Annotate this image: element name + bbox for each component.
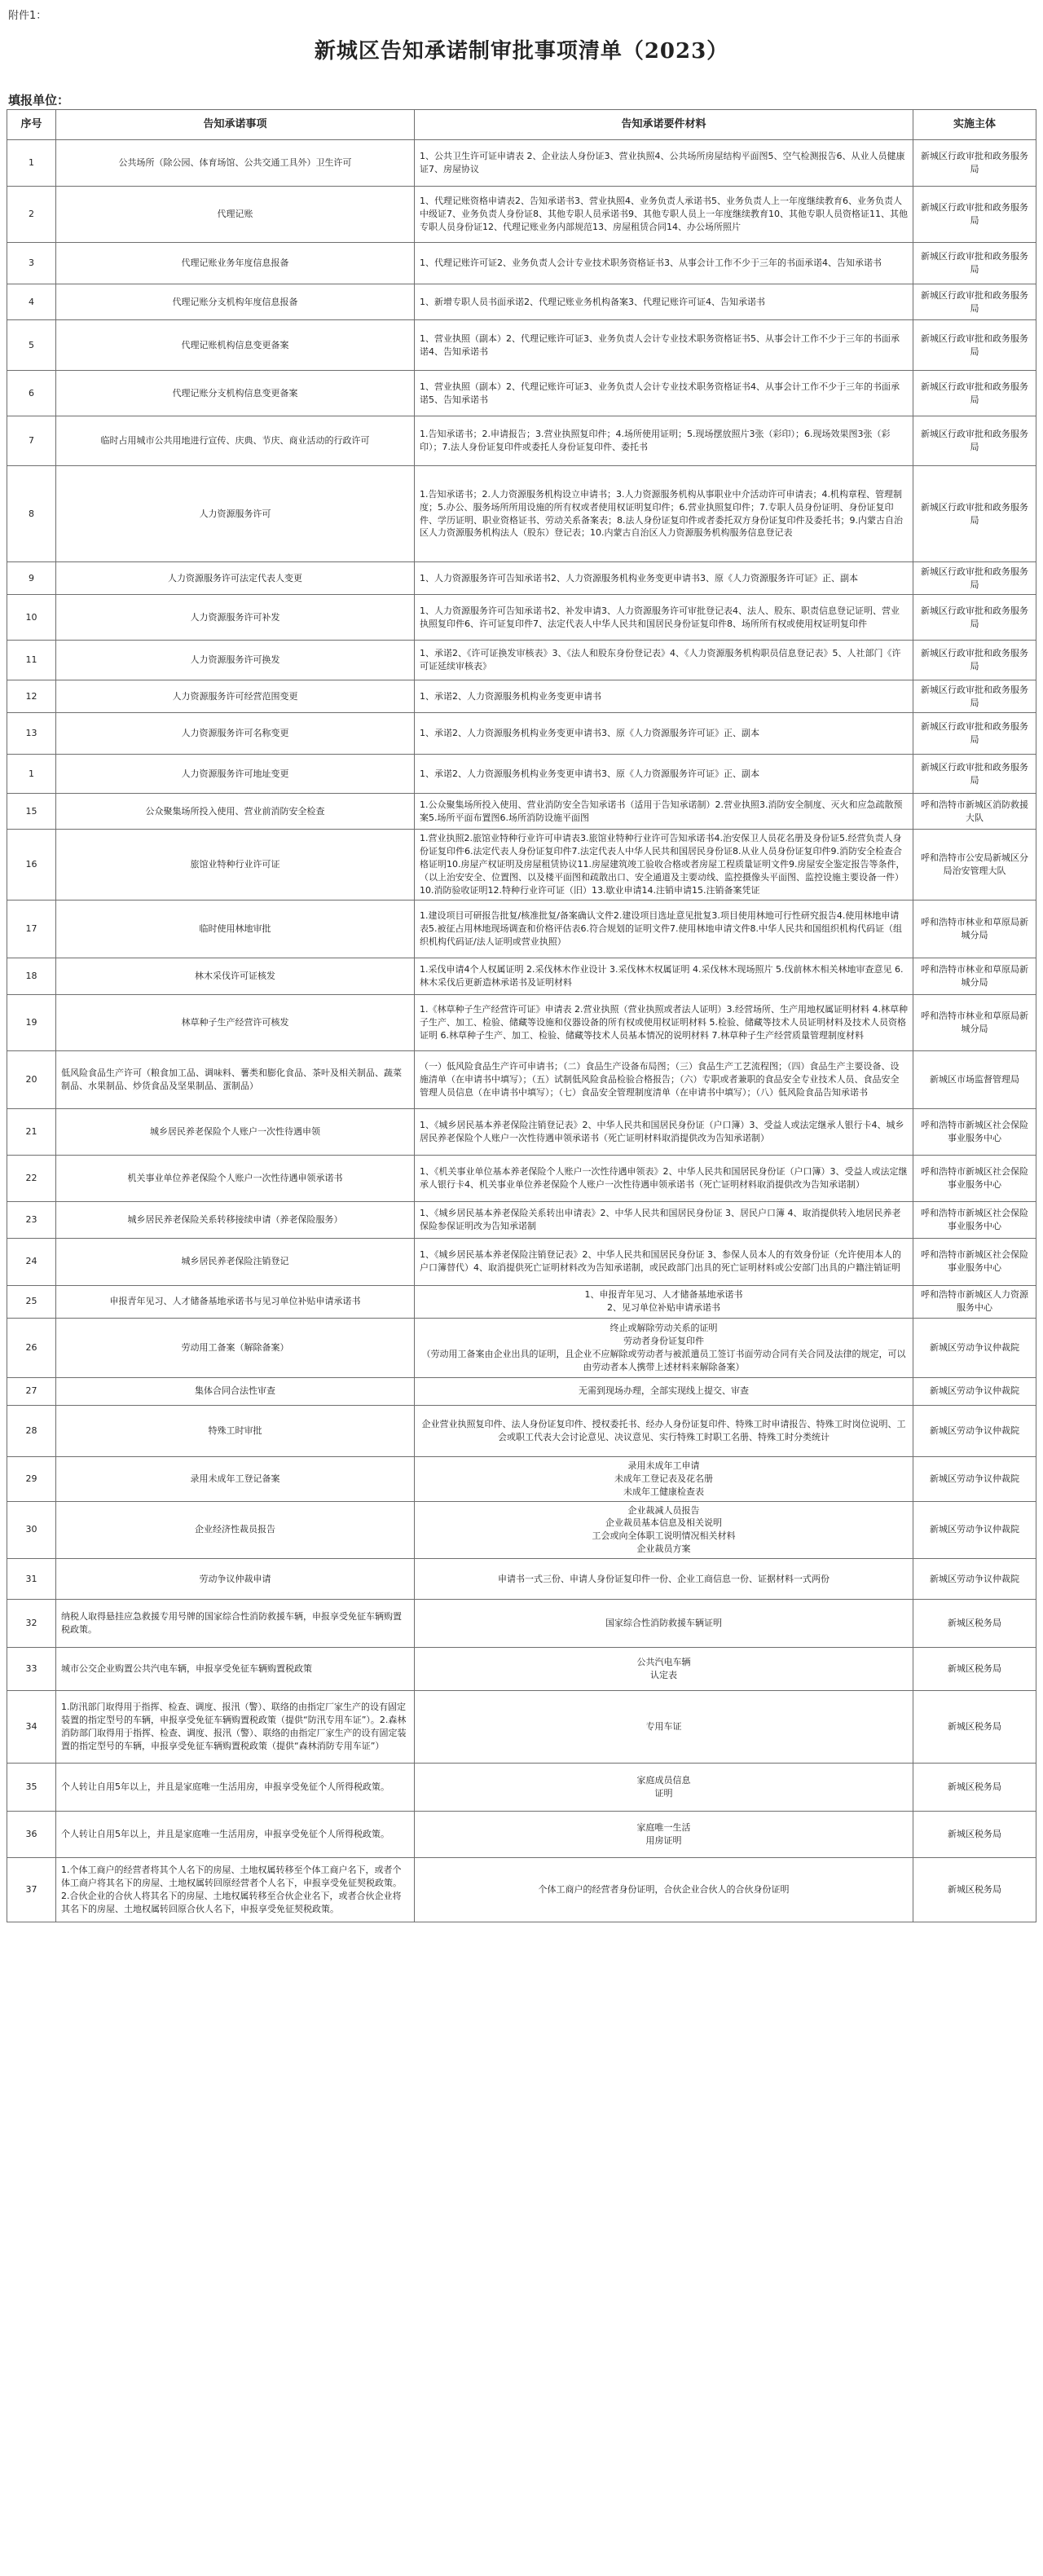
row-materials: 1、承诺2、《许可证换发审核表》3、《法人和股东身份登记表》4、《人力资源服务机构职员信息登记表》5、人社部门《许可证延续审核表》: [415, 641, 913, 680]
table-row: [7, 1501, 1036, 1559]
materials-line: 1、申报青年见习、人才储备基地承诺书: [584, 1289, 743, 1301]
table-header-row: [7, 110, 1036, 140]
row-number: 24: [7, 1238, 56, 1285]
table-row: [7, 243, 1036, 284]
table-row: [7, 755, 1036, 794]
reporting-unit-label: 填报单位：: [8, 93, 70, 108]
materials-line: 未成年工健康检查表: [623, 1486, 704, 1497]
row-number: 19: [7, 994, 56, 1050]
materials-line: 企业裁减人员报告: [627, 1504, 700, 1516]
row-item: 集体合同合法性审查: [56, 1377, 415, 1405]
row-number: 26: [7, 1318, 56, 1377]
row-number: 25: [7, 1285, 56, 1318]
row-item: 代理记账分支机构信息变更备案: [56, 371, 415, 416]
materials-line: 终止或解除劳动关系的证明: [610, 1322, 718, 1333]
row-materials: 1、新增专职人员书面承诺2、代理记账业务机构备案3、代理记账许可证4、告知承诺书: [415, 284, 913, 320]
table-row: [7, 1155, 1036, 1201]
row-materials: 1、承诺2、人力资源服务机构业务变更申请书3、原《人力资源服务许可证》正、副本: [415, 713, 913, 755]
row-materials: 1、人力资源服务许可告知承诺书2、人力资源服务机构业务变更申请书3、原《人力资源服务许可证》正、副本: [415, 562, 913, 595]
row-item: 纳税人取得悬挂应急救援专用号牌的国家综合性消防救援车辆，申报享受免征车辆购置税政策。: [56, 1600, 415, 1648]
row-item: 1.防汛部门取得用于指挥、检查、调度、报汛（警）、联络的由指定厂家生产的设有固定装置的指定型号的车辆，申报享受免征车辆购置税政策（提供“防汛专用车证”）。2.森林消防部门取得用于指挥、检查、调度、报汛（警）、联络的由指定厂家生产的设有固定装置的指定型号的车辆，申报享受免征车辆购置税政策（提供“森林消防专用车证”）: [56, 1691, 415, 1764]
row-materials: [415, 1648, 913, 1691]
approval-items-table: [7, 109, 1036, 1922]
row-materials: 1、《城乡居民基本养老保险关系转出申请表》2、中华人民共和国居民身份证 3、居民户口簿 4、取消提供转入地居民养老保险参保证明改为告知承诺制: [415, 1201, 913, 1238]
row-item: 公共场所（除公园、体育场馆、公共交通工具外）卫生许可: [56, 140, 415, 187]
row-materials: 1.《林草种子生产经营许可证》申请表 2.营业执照（营业执照或者法人证明）3.经营场所、生产用地权属证明材料 4.林草种子生产、加工、检验、储藏等设施和仪器设备的所有权或使用权证明材料 5.检验、储藏等技术人员证明材料及技术人员资格证明 6.林草种子生产、加工、检验、储藏等技术人员基本情况的说明材料 7.林草种子生产经营质量管理制度材料: [415, 994, 913, 1050]
row-number: 37: [7, 1858, 56, 1922]
row-item: 临时使用林地审批: [56, 900, 415, 958]
row-implementing-body: 新城区劳动争议仲裁院: [913, 1501, 1036, 1559]
table-row: [7, 284, 1036, 320]
table-row: [7, 713, 1036, 755]
annex-label: 附件1：: [8, 10, 47, 22]
table-row: [7, 900, 1036, 958]
row-materials: [415, 1559, 913, 1600]
row-implementing-body: 新城区劳动争议仲裁院: [913, 1456, 1036, 1501]
row-materials: [415, 1285, 913, 1318]
row-materials: 1.建设项目可研报告批复/核准批复/备案确认文件2.建设项目选址意见批复3.项目使用林地可行性研究报告4.使用林地申请表5.被征占用林地现场调查和价格评估表6.符合规划的证明文件7.使用林地申请文件8.中华人民共和国组织机构代码证（组织机构代码证/法人证明或营业执照）: [415, 900, 913, 958]
row-number: 21: [7, 1108, 56, 1155]
page-title: 新城区告知承诺制审批事项清单（2023）: [314, 39, 729, 64]
row-implementing-body: 新城区行政审批和政务服务局: [913, 713, 1036, 755]
row-item: 临时占用城市公共用地进行宣传、庆典、节庆、商业活动的行政许可: [56, 416, 415, 466]
row-materials: 1、《城乡居民基本养老保险注销登记表》2、中华人民共和国居民身份证 3、参保人员本人的有效身份证（允许使用本人的户口簿替代）4、取消提供死亡证明材料改为告知承诺制，或民政部门出具的死亡证明材料或公安部门出具的户籍注销证明: [415, 1238, 913, 1285]
row-materials: 1.告知承诺书；2.人力资源服务机构设立申请书；3.人力资源服务机构从事职业中介活动许可申请表；4.机构章程、管理制度；5.办公、服务场所所用设施的所有权或者使用权证明复印件；6.营业执照复印件；7.专职人员身份证明、身份证复印件、学历证明、职业资格证书、劳动关系备案表；8.法人身份证复印件或者委托双方身份证复印件及委托书；9.内蒙古自治区人力资源服务机构法人（股东）登记表；10.内蒙古自治区人力资源服务机构服务信息登记表: [415, 466, 913, 562]
materials-line: （劳动用工备案由企业出具的证明，且企业不应解除或劳动者与被派遣员工签订书面劳动合同有关合同及法律的规定，可以由劳动者本人携带上述材料来解除备案）: [421, 1348, 906, 1372]
table-row: [7, 1764, 1036, 1812]
materials-line: 国家综合性消防救援车辆证明: [605, 1618, 722, 1629]
table-row: [7, 1858, 1036, 1922]
row-implementing-body: 新城区税务局: [913, 1691, 1036, 1764]
row-implementing-body: 新城区税务局: [913, 1600, 1036, 1648]
row-implementing-body: 新城区行政审批和政务服务局: [913, 243, 1036, 284]
materials-line: 企业裁员基本信息及相关说明: [605, 1517, 722, 1529]
row-implementing-body: 呼和浩特市新城区社会保险事业服务中心: [913, 1155, 1036, 1201]
row-implementing-body: 新城区行政审批和政务服务局: [913, 284, 1036, 320]
row-item: 人力资源服务许可法定代表人变更: [56, 562, 415, 595]
row-item: 企业经济性裁员报告: [56, 1501, 415, 1559]
table-row: [7, 958, 1036, 994]
materials-line: 未成年工登记表及花名册: [614, 1473, 713, 1484]
row-implementing-body: 新城区劳动争议仲裁院: [913, 1377, 1036, 1405]
row-number: 13: [7, 713, 56, 755]
row-number: 20: [7, 1050, 56, 1108]
materials-line: 申请书一式三份、申请人身份证复印件一份、企业工商信息一份、证据材料一式两份: [498, 1573, 830, 1584]
row-implementing-body: 呼和浩特市林业和草原局新城分局: [913, 900, 1036, 958]
table-row: [7, 994, 1036, 1050]
row-implementing-body: 新城区行政审批和政务服务局: [913, 416, 1036, 466]
row-materials: [415, 1318, 913, 1377]
row-number: 23: [7, 1201, 56, 1238]
table-row: [7, 1108, 1036, 1155]
materials-line: 工会或向全体职工说明情况相关材料: [592, 1530, 736, 1542]
row-materials: 1.营业执照2.旅馆业特种行业许可申请表3.旅馆业特种行业许可告知承诺书4.治安保卫人员花名册及身份证5.经营负责人身份证复印件6.法定代表人身份证复印件7.法定代表人中华人民共和国居民身份证8.从业人员身份证复印件9.消防安全检查合格证明10.房屋产权证明及房屋租赁协议11.房屋建筑竣工验收合格或者房屋工程质量证明文件9.房屋安全鉴定报告等条件，（以上治安安全、位置图、以及楼平面图和疏散出口、安全通道及主要动线、监控摄像头平面图、监控设施主要设备一件）10.消防验收证明12.特种行业许可证（旧）13.歇业申请14.注销申请15.注销备案凭证: [415, 830, 913, 900]
row-implementing-body: 呼和浩特市林业和草原局新城分局: [913, 994, 1036, 1050]
materials-line: 企业裁员方案: [636, 1543, 691, 1555]
row-implementing-body: 呼和浩特市新城区消防救援大队: [913, 794, 1036, 830]
row-materials: [415, 1600, 913, 1648]
row-materials: 1、《机关事业单位基本养老保险个人账户一次性待遇申领表》2、中华人民共和国居民身份证（户口簿）3、受益人或法定继承人银行卡4、机关事业单位养老保险个人账户一次性待遇申领承诺书（死亡证明材料取消提供改为告知承诺制）: [415, 1155, 913, 1201]
row-number: 3: [7, 243, 56, 284]
table-row: [7, 1648, 1036, 1691]
table-row: [7, 1050, 1036, 1108]
row-number: 27: [7, 1377, 56, 1405]
row-item: 公众聚集场所投入使用、营业前消防安全检查: [56, 794, 415, 830]
row-number: 4: [7, 284, 56, 320]
row-number: 35: [7, 1764, 56, 1812]
row-item: 劳动用工备案（解除备案）: [56, 1318, 415, 1377]
row-implementing-body: 新城区劳动争议仲裁院: [913, 1318, 1036, 1377]
row-item: 个人转让自用5年以上，并且是家庭唯一生活用房，申报享受免征个人所得税政策。: [56, 1812, 415, 1858]
materials-line: 公共汽电车辆: [636, 1657, 691, 1668]
row-number: 32: [7, 1600, 56, 1648]
row-item: 个人转让自用5年以上，并且是家庭唯一生活用房，申报享受免征个人所得税政策。: [56, 1764, 415, 1812]
row-materials: 1.采伐申请4个人权属证明 2.采伐林木作业设计 3.采伐林木权属证明 4.采伐林木现场照片 5.伐前林木相关林地审查意见 6.林木采伐后更新造林承诺书及证明材料: [415, 958, 913, 994]
row-number: 33: [7, 1648, 56, 1691]
table-row: [7, 416, 1036, 466]
row-number: 5: [7, 320, 56, 371]
materials-line: 专用车证: [645, 1721, 682, 1733]
materials-line: 家庭唯一生活: [636, 1822, 691, 1834]
row-materials: [415, 1456, 913, 1501]
row-number: 1: [7, 755, 56, 794]
row-number: 16: [7, 830, 56, 900]
row-number: 34: [7, 1691, 56, 1764]
row-item: 代理记账机构信息变更备案: [56, 320, 415, 371]
row-item: 人力资源服务许可地址变更: [56, 755, 415, 794]
row-number: 9: [7, 562, 56, 595]
row-materials: [415, 1764, 913, 1812]
materials-line: 2、见习单位补贴申请承诺书: [607, 1302, 720, 1314]
row-implementing-body: 新城区行政审批和政务服务局: [913, 466, 1036, 562]
table-row: [7, 1691, 1036, 1764]
materials-line: 无需到现场办理，全部实现线上提交、审查: [579, 1385, 749, 1397]
row-materials: [415, 1501, 913, 1559]
row-number: 15: [7, 794, 56, 830]
row-item: 旅馆业特种行业许可证: [56, 830, 415, 900]
row-implementing-body: 新城区税务局: [913, 1858, 1036, 1922]
row-materials: 1、代理记账许可证2、业务负责人会计专业技术职务资格证书3、从事会计工作不少于三年的书面承诺4、告知承诺书: [415, 243, 913, 284]
row-item: 代理记账分支机构年度信息报备: [56, 284, 415, 320]
row-implementing-body: 新城区税务局: [913, 1648, 1036, 1691]
table-row: [7, 1238, 1036, 1285]
table-row: [7, 641, 1036, 680]
row-materials: 1.公众聚集场所投入使用、营业消防安全告知承诺书（适用于告知承诺制）2.营业执照3.消防安全制度、灭火和应急疏散预案5.场所平面布置图6.场所消防设施平面图: [415, 794, 913, 830]
header-body: 实施主体: [913, 110, 1036, 140]
row-implementing-body: 新城区行政审批和政务服务局: [913, 320, 1036, 371]
header-no: 序号: [7, 110, 56, 140]
row-number: 18: [7, 958, 56, 994]
row-number: 22: [7, 1155, 56, 1201]
table-row: [7, 1201, 1036, 1238]
row-materials: [415, 1858, 913, 1922]
table-row: [7, 562, 1036, 595]
row-number: 10: [7, 595, 56, 641]
table-row: [7, 320, 1036, 371]
row-item: 低风险食品生产许可（粮食加工品、调味料、薯类和膨化食品、茶叶及相关制品、蔬菜制品、水果制品、炒货食品及坚果制品、蛋制品）: [56, 1050, 415, 1108]
row-item: 人力资源服务许可补发: [56, 595, 415, 641]
row-materials: 1、代理记账资格申请表2、告知承诺书3、营业执照4、业务负责人承诺书5、业务负责人上一年度继续教育6、业务负责人中级证7、业务负责人身份证8、其他专职人员承诺书9、其他专职人员上一年度继续教育10、其他专职人员资格证11、其他专职人员身份证12、代理记账业务内部规范13、房屋租赁合同14、办公场所照片: [415, 187, 913, 243]
row-item: 劳动争议仲裁申请: [56, 1559, 415, 1600]
row-materials: 1、营业执照（副本）2、代理记账许可证3、业务负责人会计专业技术职务资格证书5、从事会计工作不少于三年的书面承诺4、告知承诺书: [415, 320, 913, 371]
row-item: 人力资源服务许可经营范围变更: [56, 680, 415, 713]
row-item: 特殊工时审批: [56, 1405, 415, 1456]
materials-line: 个体工商户的经营者身份证明，合伙企业合伙人的合伙身份证明: [538, 1884, 790, 1896]
row-number: 6: [7, 371, 56, 416]
materials-line: 证明: [654, 1788, 673, 1799]
table-row: [7, 595, 1036, 641]
row-materials: 1、公共卫生许可证申请表 2、企业法人身份证3、营业执照4、公共场所房屋结构平面图5、空气检测报告6、从业人员健康证7、房屋协议: [415, 140, 913, 187]
row-materials: 1、营业执照（副本）2、代理记账许可证3、业务负责人会计专业技术职务资格证书4、从事会计工作不少于三年的书面承诺5、告知承诺书: [415, 371, 913, 416]
row-implementing-body: 新城区劳动争议仲裁院: [913, 1559, 1036, 1600]
row-number: 11: [7, 641, 56, 680]
row-implementing-body: 新城区行政审批和政务服务局: [913, 595, 1036, 641]
row-number: 7: [7, 416, 56, 466]
materials-line: 认定表: [650, 1670, 677, 1681]
row-implementing-body: 新城区行政审批和政务服务局: [913, 680, 1036, 713]
row-number: 2: [7, 187, 56, 243]
row-implementing-body: 新城区税务局: [913, 1812, 1036, 1858]
row-implementing-body: 呼和浩特市林业和草原局新城分局: [913, 958, 1036, 994]
row-item: 城乡居民养老保险个人账户一次性待遇申领: [56, 1108, 415, 1155]
row-item: 1.个体工商户的经营者将其个人名下的房屋、土地权属转移至个体工商户名下，或者个体工商户将其名下的房屋、土地权属转回原经营者个人名下，申报享受免征契税政策。2.合伙企业的合伙人将其名下的房屋、土地权属转移至合伙企业名下，或者合伙企业将其名下的房屋、土地权属转回原合伙人名下，申报享受免征契税政策。: [56, 1858, 415, 1922]
table-row: [7, 830, 1036, 900]
row-number: 36: [7, 1812, 56, 1858]
row-number: 8: [7, 466, 56, 562]
row-materials: （一）低风险食品生产许可申请书；（二）食品生产设备布局图；（三）食品生产工艺流程图；（四）食品生产主要设备、设施清单（在申请书中填写）；（五）试制低风险食品检验合格报告；（六）专职或者兼职的食品安全专业技术人员、食品安全管理人员信息（在申请书中填写）；（七）食品安全管理制度清单（在申请书中填写）；（八）低风险食品告知承诺书: [415, 1050, 913, 1108]
row-implementing-body: 新城区行政审批和政务服务局: [913, 187, 1036, 243]
row-number: 30: [7, 1501, 56, 1559]
table-row: [7, 140, 1036, 187]
row-materials: [415, 1405, 913, 1456]
table-row: [7, 1377, 1036, 1405]
row-item: 林草种子生产经营许可核发: [56, 994, 415, 1050]
row-number: 28: [7, 1405, 56, 1456]
row-number: 29: [7, 1456, 56, 1501]
row-materials: 1、人力资源服务许可告知承诺书2、补发申请3、人力资源服务许可审批登记表4、法人、股东、职责信息登记证明、营业执照复印件6、许可证复印件7、法定代表人中华人民共和国居民身份证复印件8、场所所有权或使用权证明复印件: [415, 595, 913, 641]
table-body: [7, 140, 1036, 1922]
row-implementing-body: 新城区行政审批和政务服务局: [913, 140, 1036, 187]
row-implementing-body: 新城区行政审批和政务服务局: [913, 562, 1036, 595]
table-row: [7, 1600, 1036, 1648]
table-row: [7, 371, 1036, 416]
row-implementing-body: 新城区行政审批和政务服务局: [913, 641, 1036, 680]
materials-line: 家庭成员信息: [636, 1775, 691, 1786]
row-implementing-body: 新城区税务局: [913, 1764, 1036, 1812]
row-implementing-body: 新城区劳动争议仲裁院: [913, 1405, 1036, 1456]
table-row: [7, 680, 1036, 713]
table-row: [7, 187, 1036, 243]
row-item: 城乡居民养老保险关系转移接续申请（养老保险服务）: [56, 1201, 415, 1238]
row-item: 代理记账业务年度信息报备: [56, 243, 415, 284]
row-materials: 1、承诺2、人力资源服务机构业务变更申请书: [415, 680, 913, 713]
materials-line: 劳动者身份证复印件: [623, 1335, 704, 1346]
table-row: [7, 1812, 1036, 1858]
row-item: 录用未成年工登记备案: [56, 1456, 415, 1501]
row-implementing-body: 呼和浩特市新城区社会保险事业服务中心: [913, 1108, 1036, 1155]
materials-line: 用房证明: [645, 1835, 682, 1847]
row-implementing-body: 呼和浩特市公安局新城区分局治安管理大队: [913, 830, 1036, 900]
table-row: [7, 794, 1036, 830]
row-item: 城乡居民养老保险注销登记: [56, 1238, 415, 1285]
table-row: [7, 466, 1036, 562]
row-materials: [415, 1377, 913, 1405]
row-implementing-body: 呼和浩特市新城区社会保险事业服务中心: [913, 1201, 1036, 1238]
row-item: 城市公交企业购置公共汽电车辆，申报享受免征车辆购置税政策: [56, 1648, 415, 1691]
materials-line: 企业营业执照复印件、法人身份证复印件、授权委托书、经办人身份证复印件、特殊工时申请报告、特殊工时岗位说明、工会或职工代表大会讨论意见、决议意见、实行特殊工时职工名册、特殊工时分类统计: [421, 1418, 906, 1442]
header-materials: 告知承诺要件材料: [415, 110, 913, 140]
row-materials: 1、《城乡居民基本养老保险注销登记表》2、中华人民共和国居民身份证（户口簿）3、受益人或法定继承人银行卡4、城乡居民养老保险个人账户一次性待遇申领承诺书（死亡证明材料取消提供改为告知承诺制）: [415, 1108, 913, 1155]
row-item: 申报青年见习、人才储备基地承诺书与见习单位补贴申请承诺书: [56, 1285, 415, 1318]
row-item: 人力资源服务许可换发: [56, 641, 415, 680]
row-materials: [415, 1812, 913, 1858]
header-item: 告知承诺事项: [56, 110, 415, 140]
row-item: 人力资源服务许可: [56, 466, 415, 562]
row-item: 代理记账: [56, 187, 415, 243]
row-item: 林木采伐许可证核发: [56, 958, 415, 994]
row-number: 31: [7, 1559, 56, 1600]
table-row: [7, 1405, 1036, 1456]
row-item: 机关事业单位养老保险个人账户一次性待遇申领承诺书: [56, 1155, 415, 1201]
row-implementing-body: 新城区市场监督管理局: [913, 1050, 1036, 1108]
materials-line: 录用未成年工申请: [627, 1460, 700, 1471]
table-row: [7, 1456, 1036, 1501]
row-number: 1: [7, 140, 56, 187]
row-implementing-body: 呼和浩特市新城区人力资源服务中心: [913, 1285, 1036, 1318]
row-number: 17: [7, 900, 56, 958]
row-materials: 1、承诺2、人力资源服务机构业务变更申请书3、原《人力资源服务许可证》正、副本: [415, 755, 913, 794]
row-item: 人力资源服务许可名称变更: [56, 713, 415, 755]
row-implementing-body: 新城区行政审批和政务服务局: [913, 371, 1036, 416]
row-number: 12: [7, 680, 56, 713]
row-materials: 1.告知承诺书；2.申请报告；3.营业执照复印件；4.场所使用证明；5.现场摆放照片3张（彩印）；6.现场效果图3张（彩印）；7.法人身份证复印件或委托人身份证复印件、委托书: [415, 416, 913, 466]
row-implementing-body: 呼和浩特市新城区社会保险事业服务中心: [913, 1238, 1036, 1285]
row-implementing-body: 新城区行政审批和政务服务局: [913, 755, 1036, 794]
row-materials: [415, 1691, 913, 1764]
table-row: [7, 1318, 1036, 1377]
table-row: [7, 1285, 1036, 1318]
table-row: [7, 1559, 1036, 1600]
